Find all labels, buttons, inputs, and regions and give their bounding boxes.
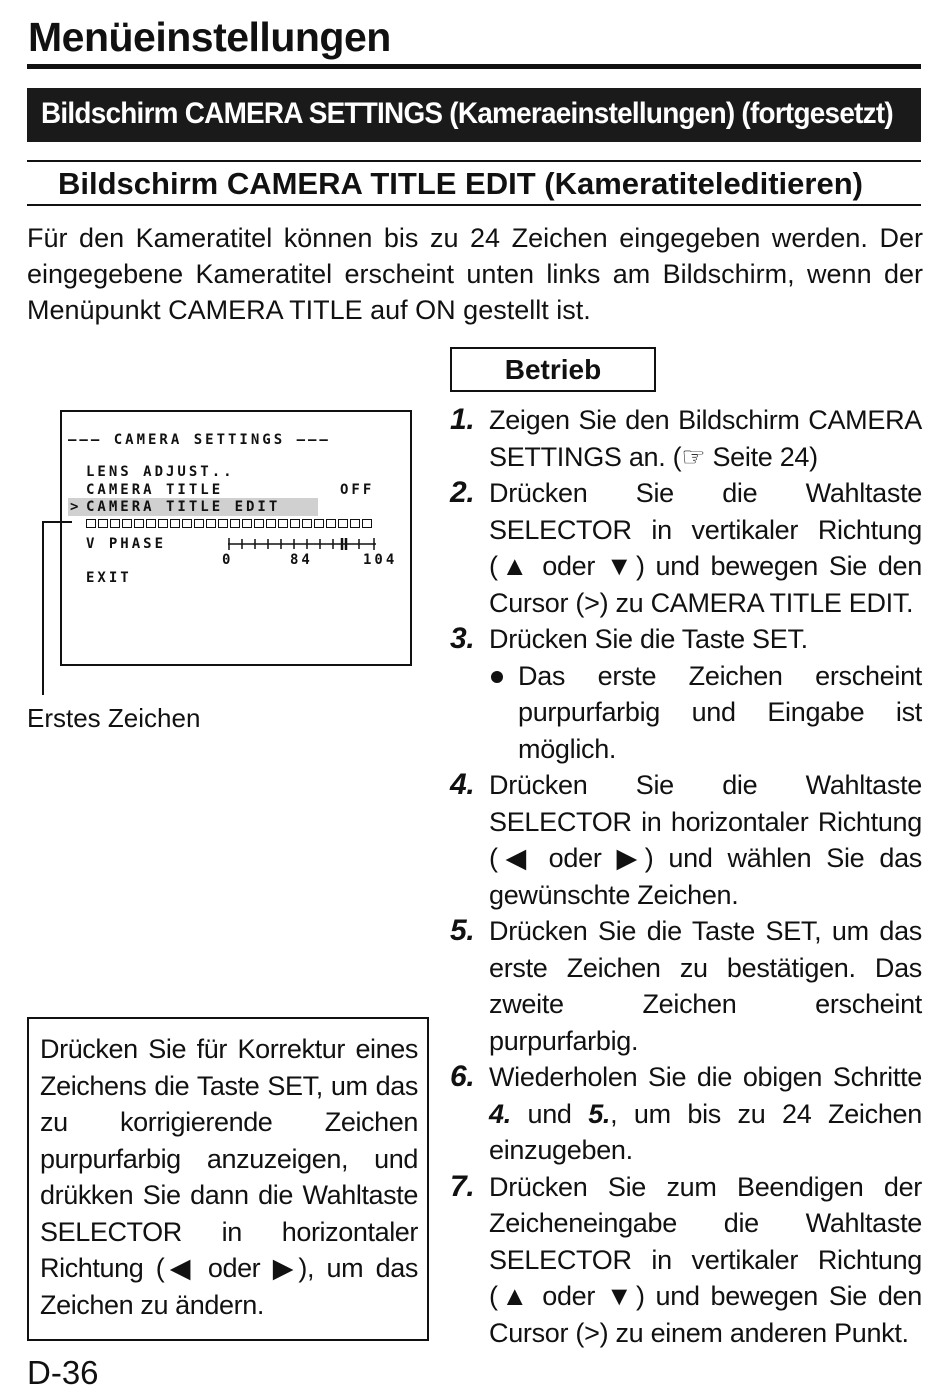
title-char-box xyxy=(170,519,180,528)
operation-steps xyxy=(450,402,922,1351)
step-text-b: und xyxy=(510,1098,589,1129)
step-7 xyxy=(450,1169,922,1352)
title-char-box xyxy=(278,519,288,528)
osd-cursor: > xyxy=(70,499,82,515)
osd-title-char-boxes xyxy=(86,519,372,528)
section-bar xyxy=(27,88,921,142)
step-number: 7. xyxy=(450,1169,475,1203)
step-text: Drücken Sie die Taste SET, um das erste Zeichen zu bestätigen. Das zweite Zeichen erscheint purpurfarbig. xyxy=(489,916,922,1056)
step-number: 1. xyxy=(450,403,475,436)
step-6 xyxy=(450,1059,922,1169)
osd-scale-min: 0 xyxy=(222,552,234,568)
intro-paragraph: Für den Kameratitel können bis zu 24 Zeichen eingegeben werden. Der eingegebene Kameratitel erscheint unten links am Bildschirm, wenn der Menüpunkt CAMERA TITLE auf ON gestellt ist. xyxy=(27,223,923,325)
osd-scale-max: 104 xyxy=(363,552,398,568)
title-char-box xyxy=(110,519,120,528)
title-rule xyxy=(27,64,921,69)
osd-v-phase: V PHASE xyxy=(86,536,167,552)
title-char-box xyxy=(326,519,336,528)
camera-settings-screen xyxy=(60,410,412,666)
step-text: Drücken Sie zum Beendigen der Zeicheneingabe die Wahltaste SELECTOR in vertikaler Richtung (▲ oder ▼) und bewegen Sie den Cursor (>) zu einem anderen Punkt. xyxy=(489,1171,922,1348)
title-char-box xyxy=(146,519,156,528)
title-char-box xyxy=(290,519,300,528)
title-char-box xyxy=(182,519,192,528)
step-reference-4: 4. xyxy=(489,1098,511,1129)
step-5 xyxy=(450,913,922,1059)
title-char-box xyxy=(206,519,216,528)
step-number: 4. xyxy=(450,768,475,801)
page-title: Menüeinstellungen xyxy=(28,14,391,60)
step-text-c: , um bis zu 24 Zeichen einzugeben. xyxy=(489,1098,922,1165)
step-number: 5. xyxy=(450,914,475,947)
operation-label: Betrieb xyxy=(450,347,656,392)
osd-camera-title-value: OFF xyxy=(340,482,375,498)
step-text: Drücken Sie die Taste SET. xyxy=(489,624,808,654)
osd-lens-adjust: LENS ADJUST.. xyxy=(86,464,235,480)
title-char-box xyxy=(350,519,360,528)
osd-v-phase-scale xyxy=(228,538,376,550)
callout-line-vertical xyxy=(42,521,44,695)
step-text: Zeigen Sie den Bildschirm CAMERA SETTINGS an. (☞ Seite 24) xyxy=(489,405,922,472)
subheading-rule-bottom xyxy=(27,204,921,206)
subheading-rule-top xyxy=(27,160,921,162)
step-number: 6. xyxy=(450,1060,475,1093)
step-number: 2. xyxy=(450,476,475,509)
osd-header: ——— CAMERA SETTINGS ——— xyxy=(68,432,331,448)
step-3 xyxy=(450,621,922,767)
title-char-box xyxy=(266,519,276,528)
step-4 xyxy=(450,767,922,913)
section-title: Bildschirm CAMERA SETTINGS (Kameraeinstellungen) (fortgesetzt) xyxy=(41,97,893,130)
title-char-box xyxy=(314,519,324,528)
title-char-box xyxy=(218,519,228,528)
correction-note-text: Drücken Sie für Korrektur eines Zeichens die Taste SET, um das zu korrigierende Zeichen purpurfarbig anzuzeigen, und drükken Sie dann die Wahltaste SELECTOR in horizontaler Richtung (◀ oder ▶), um das Zeichen zu ändern. xyxy=(40,1034,418,1320)
title-char-box xyxy=(122,519,132,528)
osd-camera-title: CAMERA TITLE xyxy=(86,482,224,498)
osd-camera-title-edit: CAMERA TITLE EDIT xyxy=(86,499,281,515)
title-char-box xyxy=(254,519,264,528)
osd-exit: EXIT xyxy=(86,570,132,586)
title-char-box xyxy=(242,519,252,528)
title-char-box xyxy=(158,519,168,528)
step-2 xyxy=(450,475,922,621)
step-text: Drücken Sie die Wahltaste SELECTOR in horizontaler Richtung (◀ oder ▶) und wählen Sie das gewünschte Zeichen. xyxy=(489,770,922,910)
step-text-a: Wiederholen Sie die obigen Schritte xyxy=(489,1062,922,1092)
step-number: 3. xyxy=(450,622,475,655)
callout-caption: Erstes Zeichen xyxy=(27,703,201,733)
title-char-box xyxy=(98,519,108,528)
callout-line-horizontal xyxy=(42,521,72,523)
subsection-title: Bildschirm CAMERA TITLE EDIT (Kameratiteleditieren) xyxy=(58,166,863,201)
title-char-box xyxy=(302,519,312,528)
title-char-box xyxy=(86,519,96,528)
osd-scale-mid: 84 xyxy=(290,552,313,568)
step-1 xyxy=(450,402,922,475)
step-text: Drücken Sie die Wahltaste SELECTOR in vertikaler Richtung (▲ oder ▼) und bewegen Sie den Cursor (>) zu CAMERA TITLE EDIT. xyxy=(489,478,922,618)
title-char-box xyxy=(194,519,204,528)
page-number: D-36 xyxy=(27,1354,99,1391)
title-char-box xyxy=(362,519,372,528)
step-3-bullet: Das erste Zeichen erscheint purpurfarbig und Eingabe ist möglich. xyxy=(489,658,922,768)
title-char-box xyxy=(338,519,348,528)
correction-note-box xyxy=(27,1017,429,1341)
title-char-box xyxy=(230,519,240,528)
step-reference-5: 5. xyxy=(588,1098,611,1129)
title-char-box xyxy=(134,519,144,528)
